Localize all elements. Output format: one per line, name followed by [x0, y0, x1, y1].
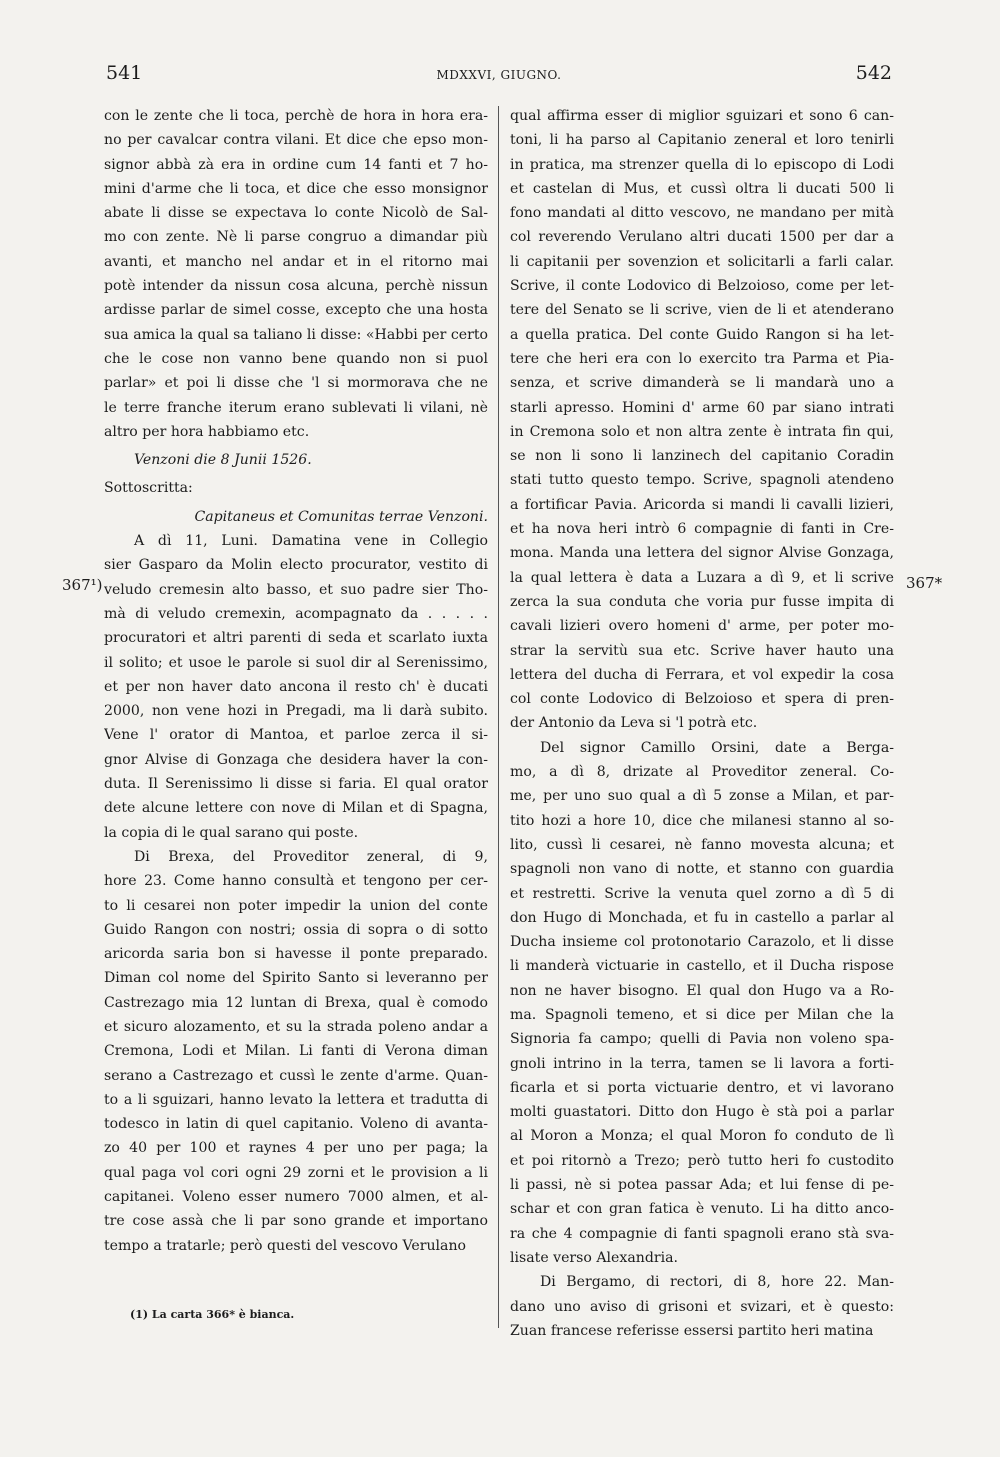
right-column-line: cavali lizieri overo homeni d' arme, per poter mo- [510, 618, 894, 635]
right-column-line: fono mandati al ditto vescovo, ne mandano per mità [510, 205, 894, 222]
left-column-line: 2000, non vene hozi in Pregadi, ma li darà subito. [104, 703, 488, 720]
left-column-line: Sottoscritta: [104, 480, 193, 497]
right-column-line: in pratica, ma strenzer quella di lo episcopo di Lodi [510, 156, 894, 173]
right-column-line: Ducha insieme col protonotario Carazolo, et li disse [510, 934, 894, 951]
left-column-line: Guido Rangon con nostri; ossia di sopra o di sotto [104, 921, 488, 938]
right-column-line: tere che heri era con lo exercito tra Parma et Pia- [510, 350, 894, 367]
right-column-line: ma. Spagnoli temeno, et si dice per Milan che la [510, 1006, 894, 1023]
right-column-line: la qual lettera è data a Luzara a dì 9, et li scrive [510, 569, 894, 586]
right-column-line: in Cremona solo et non altra zente è intrata fin qui, [510, 423, 894, 440]
right-column-line: li manderà victuarie in castello, et il Ducha rispose [510, 958, 894, 975]
right-column-line: der Antonio da Leva si 'l potrà etc. [510, 715, 758, 732]
left-column-line: Venzoni die 8 Junii 1526. [134, 452, 312, 469]
right-column-line: a fortificar Pavia. Aricorda si mandi li cavalli lizieri, [510, 496, 894, 513]
left-column-line: et sicuro alozamento, et su la strada poleno andar a [104, 1018, 488, 1035]
left-margin-note: 367¹) [62, 576, 103, 594]
left-column-line: Capitaneus et Comunitas terrae Venzoni. [194, 508, 488, 525]
right-column-line: et poi ritornò a Trezo; però tutto heri fo custodito [510, 1152, 894, 1169]
right-page-number: 542 [855, 62, 892, 84]
right-column-line: lito, cussì li cesarei, nè fanno movesta alcuna; et [510, 836, 894, 853]
right-column-line: col conte Lodovico di Belzoioso et spera di pren- [510, 691, 894, 708]
left-column-line: to a li sguizari, hanno levato la lettera et tradutta di [104, 1091, 488, 1108]
right-column-line: zerca la sua conduta che voria pur fusse impita di [510, 593, 894, 610]
left-column-line: dete alcune lettere con nove di Milan et di Spagna, [104, 800, 488, 817]
left-column-line: parlar» et poi li disse che 'l si mormorava che ne [104, 375, 488, 392]
page-header [106, 62, 892, 92]
left-column-line: mà di veludo cremexin, acompagnato da . . . . . [104, 605, 488, 622]
right-column-line: et castelan di Mus, et cussì oltra li ducati 500 li [510, 180, 894, 197]
left-column-line: mo con zente. Nè li parse congruo a dimandar più [104, 229, 488, 246]
left-column-line: sua amica la qual sa taliano li disse: «Habbi per certo [104, 326, 488, 343]
left-column [104, 104, 488, 1258]
right-column-line: molti guastatori. Ditto don Hugo è stà poi a parlar [510, 1104, 894, 1121]
right-column-line: ra che 4 compagnie di fanti spagnoli erano stà sva- [510, 1225, 894, 1242]
left-column-line: duta. Il Serenissimo li disse si faria. El qual orator [104, 776, 488, 793]
right-column-line: se non li sono li lanzinech del capitanio Coradin [510, 448, 894, 465]
right-column-line: et ha nova heri intrò 6 compagnie di fanti in Cre- [510, 521, 894, 538]
left-column-line: Diman col nome del Spirito Santo si leveranno per [104, 970, 488, 987]
left-column-line: Castrezago mia 12 luntan di Brexa, qual è comodo [104, 994, 488, 1011]
right-column-line: ficarla et si porta victuarie dentro, et vi lavorano [510, 1079, 894, 1096]
left-column-line: tempo a tratarle; però questi del vescovo Verulano [104, 1237, 467, 1254]
column-divider [498, 106, 499, 1328]
left-column-line: potè intender da nissun cosa alcuna, perchè nissun [104, 278, 488, 295]
left-column-line: abate li disse se expectava lo conte Nicolò de Sal- [104, 205, 488, 222]
left-column-line: sier Gasparo da Molin electo procurator, vestito di [104, 557, 488, 574]
right-column-line: strar la servitù sua etc. Scrive haver hauto una [510, 642, 894, 659]
right-column-line: tito hozi a hore 10, dice che milanesi stanno al so- [510, 812, 894, 829]
footnote: (1) La carta 366* è bianca. [130, 1308, 295, 1321]
left-column-line: gnor Alvise di Gonzaga che desidera haver la con- [104, 751, 488, 768]
left-column-line: altro per hora habbiamo etc. [104, 423, 310, 440]
left-column-line: signor abbà zà era in ordine cum 14 fanti et 7 ho- [104, 156, 488, 173]
right-column-line: senza, et scrive dimanderà se li mandarà uno a [510, 375, 894, 392]
left-column-line: avanti, et mancho nel andar et in el ritorno mai [104, 253, 488, 270]
right-column-line: Signoria fa campo; quelli di Pavia non voleno spa- [510, 1031, 894, 1048]
left-column-line: il solito; et usoe le parole si suol dir al Serenissimo, [104, 654, 488, 671]
left-column-line: Cremona, Lodi et Milan. Li fanti di Verona diman [104, 1043, 488, 1060]
left-column-line: veludo cremesin alto basso, et suo padre sier Tho- [104, 581, 488, 598]
right-column-line: mona. Manda una lettera del signor Alvise Gonzaga, [510, 545, 894, 562]
left-column-line: zo 40 per 100 et raynes 4 per uno per paga; la [104, 1140, 488, 1157]
left-column-line: qual paga vol cori ogni 29 zorni et le provision a li [104, 1164, 488, 1181]
right-column-line: non ne haver bisogno. El qual don Hugo va a Ro- [510, 982, 894, 999]
right-column-line: al Moron a Monza; el qual Moron fo conduto de lì [510, 1128, 894, 1145]
right-column-line: li capitanii per sovenzion et solicitarli a farli calar. [510, 253, 894, 270]
left-column-line: aricorda saria bon si havesse il ponte preparado. [104, 946, 488, 963]
left-column-line: procuratori et altri parenti di seda et scarlato iuxta [104, 630, 488, 647]
left-column-line: et per non haver dato ancona il resto ch' è ducati [104, 678, 488, 695]
right-column-line: stati tutto questo tempo. Scrive, spagnoli atendeno [510, 472, 894, 489]
right-column-line: Di Bergamo, di rectori, di 8, hore 22. Man- [540, 1274, 894, 1291]
right-column-line: toni, li ha parso al Capitanio zeneral et loro tenirli [510, 132, 894, 149]
right-column-line: Zuan francese referisse essersi partito heri matina [510, 1322, 874, 1339]
right-column-line: dano uno aviso di grisoni et svizari, et è questo: [510, 1298, 894, 1315]
left-column-line: Vene l' orator di Mantoa, et parloe zerca il si- [104, 727, 488, 744]
right-column-line: starli apresso. Homini d' arme 60 par siano intrati [510, 399, 894, 416]
left-column-line: A dì 11, Luni. Damatina vene in Collegio [134, 533, 488, 550]
left-column-line: la copia di le qual sarano qui poste. [104, 824, 359, 841]
left-column-line: con le zente che li toca, perchè de hora in hora era- [104, 108, 488, 124]
right-column-line: me, per uno suo qual a dì 5 zonse a Milan, et par- [510, 788, 894, 805]
left-column-line: no per cavalcar contra vilani. Et dice che epso mon- [104, 132, 488, 149]
right-margin-note: 367* [906, 574, 943, 592]
left-column-line: capitanei. Voleno esser numero 7000 almen, et al- [104, 1189, 488, 1206]
right-column-line: Scrive, il conte Lodovico di Belzoioso, come per let- [510, 278, 894, 295]
right-column-line: spagnoli non vano di notte, et stanno con guardia [510, 861, 894, 878]
right-column-line: qual affirma esser di miglior sguizari et sono 6 can- [510, 108, 894, 124]
right-column-line: schar et con gran fatica è venuto. Li ha ditto anco- [510, 1201, 894, 1218]
left-column-line: to li cesarei non poter impedir la union del conte [104, 897, 488, 914]
left-column-line: todesco in latin di quel capitanio. Voleno di avanta- [104, 1116, 488, 1133]
right-column-line: et restretti. Scrive la venuta quel zorno a dì 5 di [510, 885, 894, 902]
right-column-line: mo, a dì 8, drizate al Proveditor zeneral. Co- [510, 764, 894, 781]
left-column-line: che le cose non vanno bene quando non si puol [104, 350, 488, 367]
right-column-line: tere del Senato se li scrive, vien de li et atenderano [510, 302, 894, 319]
left-column-line: hore 23. Come hanno consultà et tengono per cer- [104, 873, 488, 890]
right-column-line: don Hugo di Monchada, et fu in castello a parlar al [510, 909, 894, 926]
right-column-line: col reverendo Verulano altri ducati 1500 per dar a [510, 229, 894, 246]
right-column-line: li passi, nè si potea passar Ada; et lui fense di pe- [510, 1177, 894, 1194]
right-column-line: Del signor Camillo Orsini, date a Berga- [540, 739, 894, 756]
right-column-line: lettera del ducha di Ferrara, et vol expedir la cosa [510, 666, 894, 683]
right-column-line: lisate verso Alexandria. [510, 1249, 678, 1266]
left-column-line: Di Brexa, del Proveditor zeneral, di 9, [134, 848, 488, 865]
left-column-line: ardisse parlar de simel cosse, excepto che una hosta [104, 302, 488, 319]
left-column-line: mini d'arme che li toca, et dice che esso monsignor [104, 180, 488, 197]
left-column-line: le terre franche iterum erano sublevati li vilani, nè [104, 399, 488, 416]
left-page-number: 541 [106, 62, 143, 84]
right-column [510, 104, 894, 1343]
right-column-line: a quella pratica. Del conte Guido Rangon si ha let- [510, 326, 894, 343]
right-column-line: gnoli intrino in la terra, tamen se li lavora a forti- [510, 1055, 894, 1072]
running-title: MDXXVI, GIUGNO. [436, 68, 562, 82]
left-column-line: serano a Castrezago et cussì le zente d'arme. Quan- [104, 1067, 488, 1084]
left-column-line: tre cose assà che li par sono grande et importano [104, 1213, 488, 1230]
